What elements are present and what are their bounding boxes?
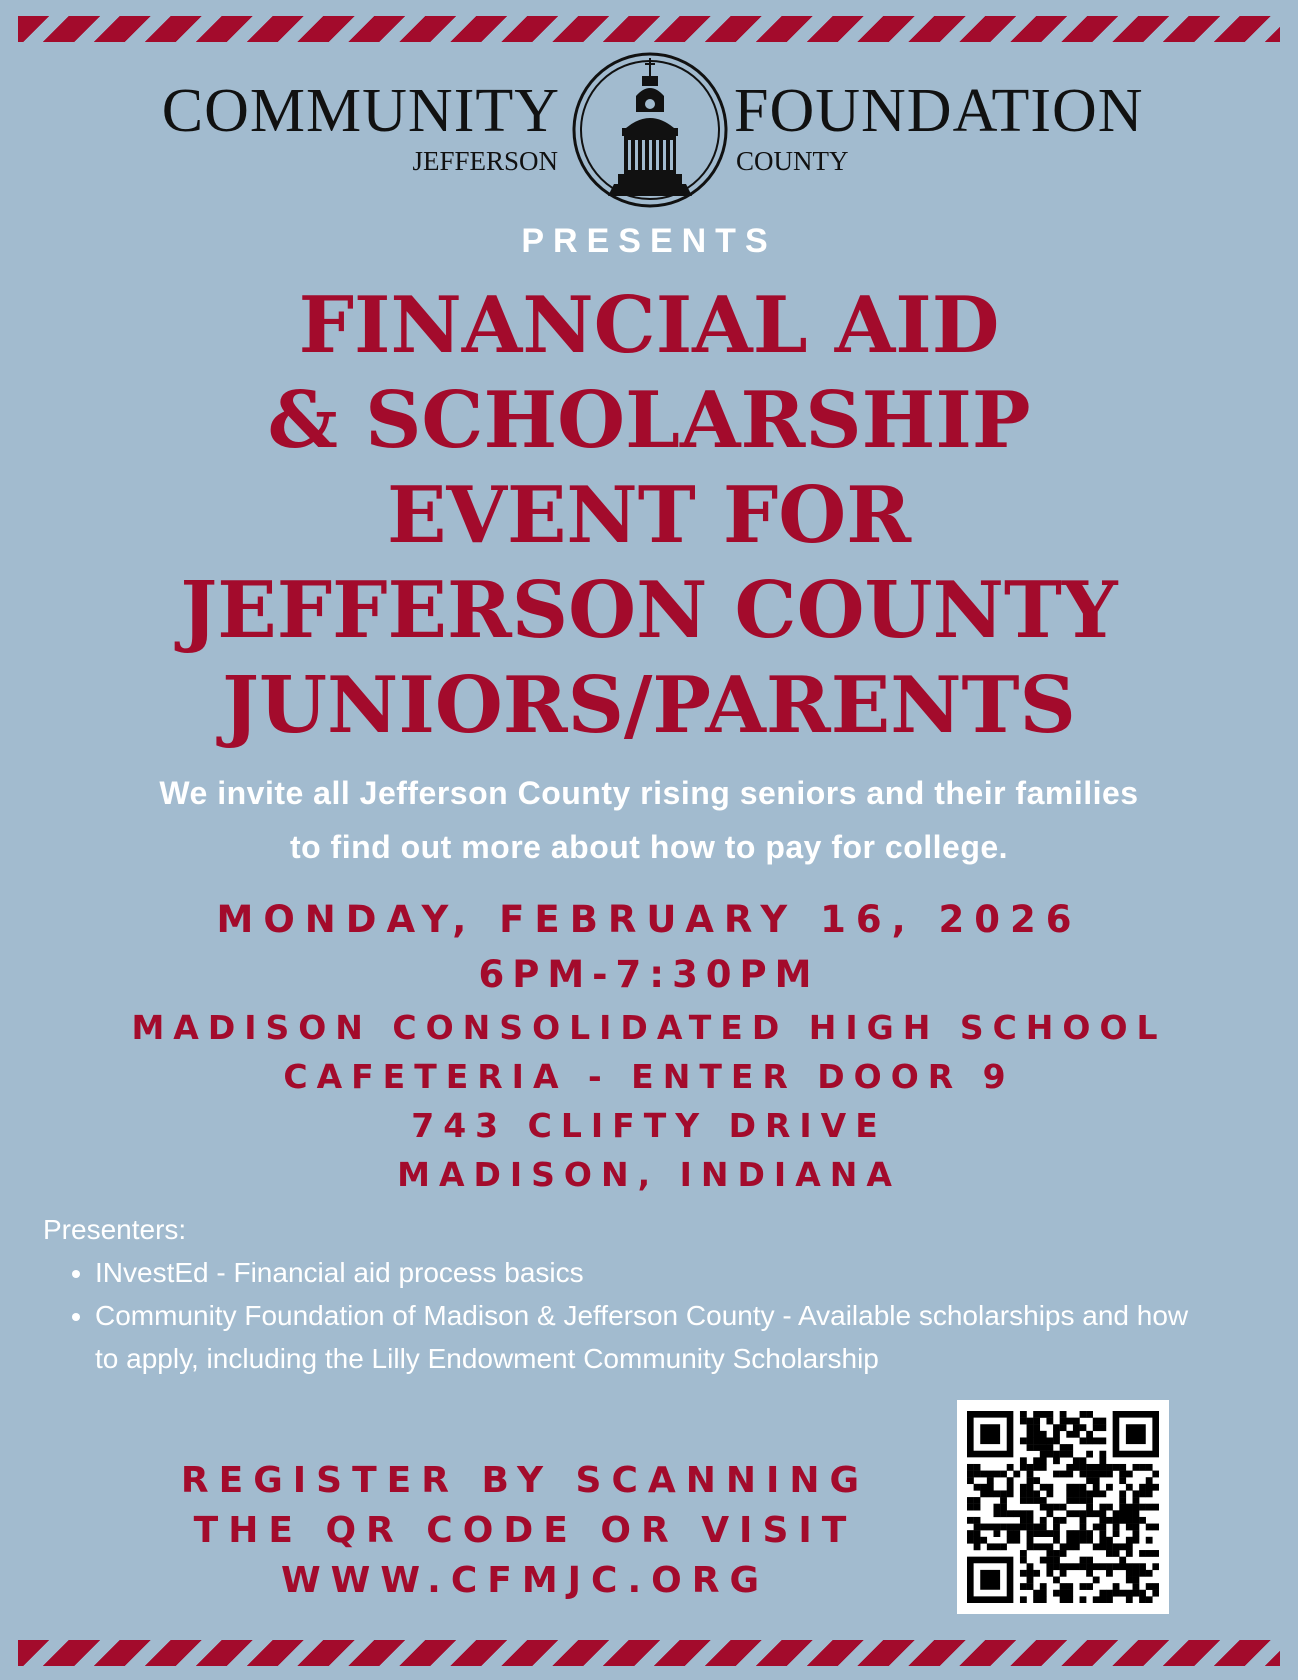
invite-line: We invite all Jefferson County rising seniors and their families — [159, 775, 1139, 811]
invite-line: to find out more about how to pay for college. — [289, 829, 1009, 865]
courthouse-dome-icon — [570, 50, 730, 210]
presenters-list — [43, 1251, 1203, 1380]
event-location-line: MADISON CONSOLIDATED HIGH SCHOOL — [131, 1008, 1167, 1047]
invitation-text — [60, 766, 1238, 874]
register-call-to-action — [170, 1456, 880, 1606]
top-stripe-border — [18, 16, 1280, 42]
title-line: FINANCIAL AID — [298, 280, 1000, 371]
event-date: MONDAY, FEBRUARY 16, 2026 — [216, 898, 1082, 941]
logo-word-jefferson: JEFFERSON — [412, 146, 558, 176]
event-details — [0, 892, 1298, 1199]
logo-word-community: COMMUNITY — [161, 77, 560, 145]
title-line: EVENT FOR — [386, 470, 912, 561]
register-line: REGISTER BY SCANNING — [180, 1460, 870, 1501]
registration-qr-code[interactable] — [957, 1400, 1169, 1614]
title-line: & SCHOLARSHIP — [267, 375, 1031, 466]
event-location-line: MADISON, INDIANA — [397, 1155, 901, 1194]
qr-code-icon — [967, 1411, 1159, 1603]
register-line: THE QR CODE OR VISIT — [193, 1510, 857, 1551]
presenter-item: • Community Foundation of Madison & Jefferson County - Available scholarships and how to apply, including the Lilly Endowment Community Scholarship — [95, 1294, 1203, 1380]
bottom-stripe-border — [18, 1640, 1280, 1666]
register-website-link[interactable]: WWW.CFMJC.ORG — [280, 1560, 770, 1601]
event-time: 6PM-7:30PM — [478, 953, 820, 996]
title-line: JEFFERSON COUNTY — [180, 565, 1118, 656]
presenters-heading: Presenters: — [43, 1214, 187, 1245]
presenters-section — [43, 1208, 1203, 1380]
logo-word-county: COUNTY — [736, 146, 849, 176]
event-location-line: CAFETERIA - ENTER DOOR 9 — [283, 1057, 1015, 1096]
event-title — [0, 278, 1298, 753]
logo-word-foundation: FOUNDATION — [734, 77, 1144, 145]
event-location-line: 743 CLIFTY DRIVE — [411, 1106, 887, 1145]
presents-label: PRESENTS — [521, 222, 777, 260]
title-line: JUNIORS/PARENTS — [222, 660, 1076, 751]
presenter-item: • INvestEd - Financial aid process basics — [95, 1251, 1203, 1294]
community-foundation-logo — [0, 50, 1298, 210]
